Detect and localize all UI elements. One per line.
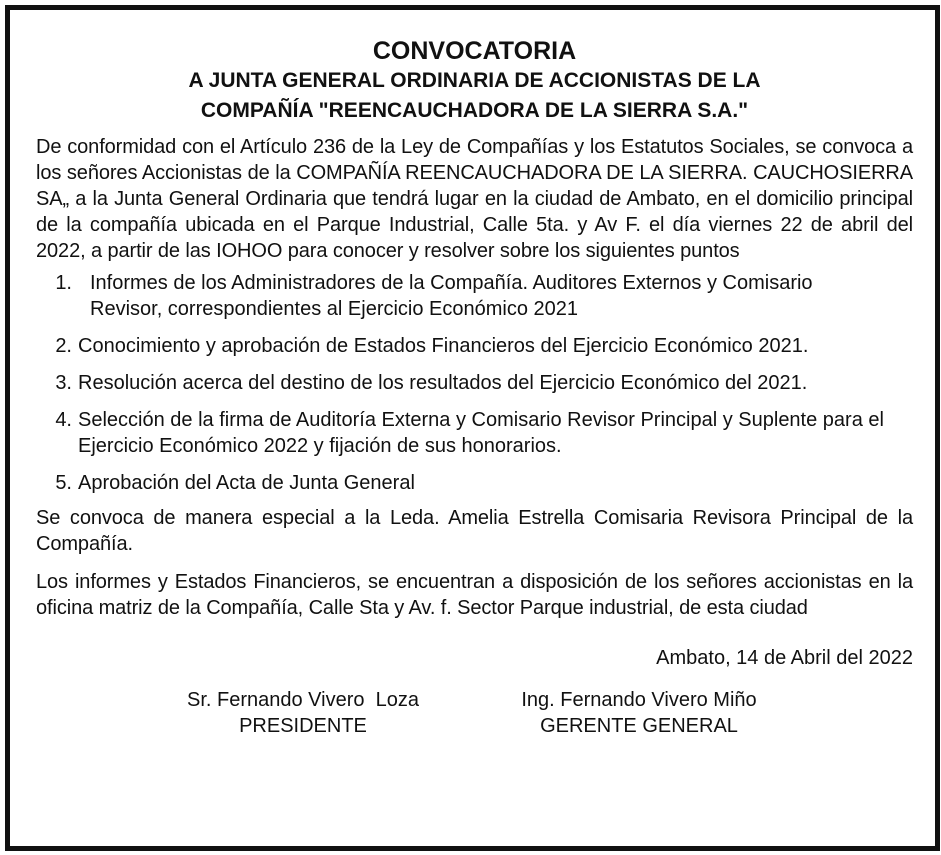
agenda-item (36, 370, 913, 396)
agenda-item (36, 470, 913, 496)
notice-body (36, 36, 913, 836)
signature-role: PRESIDENTE (239, 715, 367, 737)
signature-president (178, 687, 428, 739)
signature-name: Sr. Fernando Vivero Loza (187, 689, 419, 711)
agenda-item-text: Aprobación del Acta de Junta General (78, 472, 415, 494)
agenda-item (36, 333, 913, 359)
agenda-item-number: 4. (55, 409, 72, 431)
notice-border (5, 5, 940, 851)
signature-role: GERENTE GENERAL (540, 715, 738, 737)
agenda-item-number: 5. (55, 472, 72, 494)
date-line: Ambato, 14 de Abril del 2022 (656, 647, 913, 669)
agenda-item-number: 3. (55, 372, 72, 394)
agenda-item-number: 2. (55, 335, 72, 357)
agenda-list (36, 270, 913, 496)
agenda-item-number: 1. (55, 272, 72, 294)
notice-subtitle-line2: COMPAÑÍA "REENCAUCHADORA DE LA SIERRA S.A." (200, 99, 749, 122)
agenda-item-text: Informes de los Administradores de la Compañía. Auditores Externos y Comisario Revisor, correspondientes al Ejercicio Económico 2021 (90, 272, 813, 320)
intro-paragraph: De conformidad con el Artículo 236 de la Ley de Compañías y los Estatutos Sociales, se convoca a los señores Accionistas de la COMPAÑÍA REENCAUCHADORA DE LA SIERRA. CAUCHOSIERRA SA„ a la Junta General Ordinaria que tendrá lugar en la ciudad de Ambato, en el domicilio principal de la compañía ubicada en el Parque Industrial, Calle 5ta. y Av F. el día viernes 22 de abril del 2022, a partir de las IOHOO para conocer y resolver sobre los siguientes puntos (36, 136, 913, 262)
signature-general-manager (514, 687, 764, 739)
agenda-item-text: Resolución acerca del destino de los resultados del Ejercicio Económico del 2021. (78, 372, 808, 394)
notice-subtitle-line1: A JUNTA GENERAL ORDINARIA DE ACCIONISTAS DE LA (188, 69, 761, 92)
reports-availability-paragraph: Los informes y Estados Financieros, se encuentran a disposición de los señores accionistas en la oficina matriz de la Compañía, Calle Sta y Av. f. Sector Parque industrial, de esta ciudad (36, 571, 913, 619)
agenda-item (36, 407, 913, 459)
special-convocation-paragraph: Se convoca de manera especial a la Leda. Amelia Estrella Comisaria Revisora Principal de la Compañía. (36, 507, 913, 555)
signature-block (36, 687, 913, 747)
agenda-item-text: Conocimiento y aprobación de Estados Financieros del Ejercicio Económico 2021. (78, 335, 809, 357)
notice-title: CONVOCATORIA (372, 37, 577, 65)
agenda-item (36, 270, 913, 322)
agenda-item-text: Selección de la firma de Auditoría Externa y Comisario Revisor Principal y Suplente para el Ejercicio Económico 2022 y fijación de sus honorarios. (78, 409, 884, 457)
signature-name: Ing. Fernando Vivero Miño (521, 689, 757, 711)
